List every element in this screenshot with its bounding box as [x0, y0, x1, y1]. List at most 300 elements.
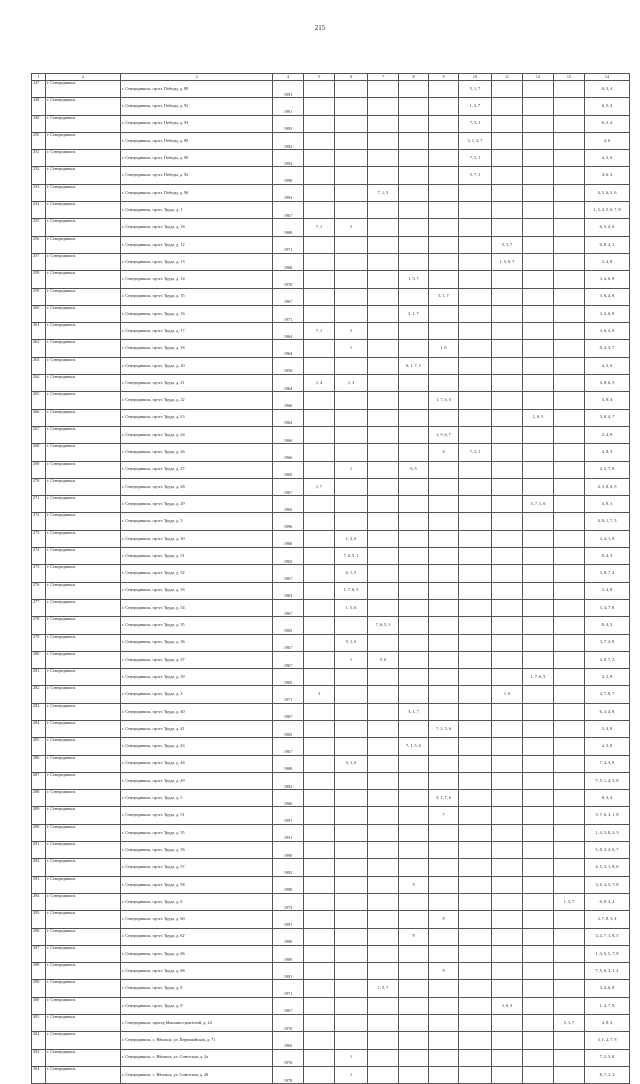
table-cell-col-8 [399, 375, 429, 392]
table-cell-col-2: г. Северодвинск [46, 444, 121, 461]
table-cell-col-14: 4, 8, 3 [585, 444, 630, 461]
table-cell-col-2: г. Северодвинск [46, 357, 121, 374]
table-cell-col-8 [399, 755, 429, 772]
table-cell-col-11 [492, 184, 523, 201]
table-cell-col-1: 269 [32, 461, 46, 478]
table-cell-col-9 [429, 617, 459, 634]
table-cell-col-4: 1990 [273, 842, 304, 859]
table-cell-col-13 [554, 945, 585, 962]
table-cell-col-11 [492, 893, 523, 910]
table-cell-col-2: г. Северодвинск [46, 271, 121, 288]
table-cell-col-7 [368, 772, 399, 789]
table-cell-col-2: г. Северодвинск [46, 409, 121, 426]
table-cell-col-13 [554, 928, 585, 945]
table-cell-col-2: г. Северодвинск [46, 340, 121, 357]
table-cell-col-6 [335, 305, 368, 322]
table-cell-col-7 [368, 496, 399, 513]
column-header-11: 11 [492, 74, 523, 81]
table-cell-col-5 [304, 98, 335, 115]
table-cell-col-12 [523, 513, 554, 530]
table-cell-col-11 [492, 375, 523, 392]
table-cell-col-3: г. Северодвинск, пр-кт. Труда, д. 13 [121, 253, 273, 270]
table-cell-col-11 [492, 928, 523, 945]
table-cell-col-10: 5, 1, 3, 7 [459, 132, 492, 149]
table-cell-col-4: 1967 [273, 478, 304, 495]
table-row [32, 323, 630, 340]
table-cell-col-3: г. Северодвинск, пр-кт. Труда, д. 36 [121, 634, 273, 651]
table-cell-col-12 [523, 997, 554, 1014]
table-cell-col-10 [459, 651, 492, 668]
table-cell-col-7 [368, 202, 399, 219]
table-cell-col-2: г. Северодвинск [46, 236, 121, 253]
table-row [32, 565, 630, 582]
table-cell-col-8 [399, 893, 429, 910]
table-cell-col-12 [523, 81, 554, 98]
table-cell-col-4: 1968 [273, 755, 304, 772]
table-cell-col-4: 1967 [273, 202, 304, 219]
table-cell-col-10 [459, 184, 492, 201]
table-cell-col-1: 297 [32, 945, 46, 962]
table-cell-col-6 [335, 945, 368, 962]
table-cell-col-14: 6, 5, 4, 6 [585, 219, 630, 236]
table-cell-col-9 [429, 1049, 459, 1066]
table-cell-col-11 [492, 582, 523, 599]
table-cell-col-5 [304, 945, 335, 962]
table-cell-col-10: 7, 5, 1 [459, 115, 492, 132]
table-cell-col-14: 4, 3, 6 [585, 150, 630, 167]
table-cell-col-6: 6, 1, 5 [335, 565, 368, 582]
table-cell-col-9: 1, 5, 6, 7 [429, 426, 459, 443]
table-cell-col-11 [492, 651, 523, 668]
table-cell-col-9 [429, 375, 459, 392]
table-row [32, 444, 630, 461]
table-cell-col-5 [304, 167, 335, 184]
table-cell-col-1: 288 [32, 790, 46, 807]
table-cell-col-5 [304, 81, 335, 98]
table-row [32, 634, 630, 651]
table-cell-col-12 [523, 1049, 554, 1066]
table-cell-col-14: 1, 4, 5, 8, 2, 3 [585, 824, 630, 841]
table-cell-col-3: г. Северодвинск, пр-кт. Труда, д. 14 [121, 271, 273, 288]
table-cell-col-3: г. Северодвинск, пр-кт. Труда, д. 15 [121, 288, 273, 305]
table-cell-col-6: 1, 3 [335, 375, 368, 392]
table-cell-col-13 [554, 444, 585, 461]
table-cell-col-11 [492, 807, 523, 824]
table-cell-col-11: 5, 1, 7 [492, 236, 523, 253]
table-cell-col-3: г. Северодвинск, пр-кт. Труда, д. 18 [121, 219, 273, 236]
table-cell-col-9 [429, 997, 459, 1014]
table-cell-col-8 [399, 824, 429, 841]
table-cell-col-9 [429, 478, 459, 495]
table-cell-col-12 [523, 790, 554, 807]
table-cell-col-9 [429, 565, 459, 582]
table-cell-col-8 [399, 686, 429, 703]
table-cell-col-8 [399, 911, 429, 928]
table-cell-col-9 [429, 842, 459, 859]
table-cell-col-1: 291 [32, 842, 46, 859]
table-cell-col-10 [459, 997, 492, 1014]
table-cell-col-9 [429, 893, 459, 910]
table-row [32, 150, 630, 167]
table-cell-col-10 [459, 478, 492, 495]
table-row [32, 426, 630, 443]
table-row [32, 1049, 630, 1066]
table-cell-col-3: г. Северодвинск, пр-кт. Труда, д. 4 [121, 686, 273, 703]
table-cell-col-7 [368, 530, 399, 547]
table-row [32, 288, 630, 305]
table-cell-col-8 [399, 288, 429, 305]
table-cell-col-2: г. Северодвинск [46, 669, 121, 686]
table-cell-col-11 [492, 1049, 523, 1066]
table-cell-col-8: 6, 5 [399, 461, 429, 478]
table-cell-col-12 [523, 236, 554, 253]
table-cell-col-13 [554, 772, 585, 789]
table-cell-col-2: г. Северодвинск [46, 686, 121, 703]
table-cell-col-6 [335, 81, 368, 98]
table-cell-col-8 [399, 132, 429, 149]
table-cell-col-14: 3, 7, 8, 3, 4 [585, 911, 630, 928]
table-cell-col-6 [335, 876, 368, 893]
table-cell-col-14: 3, 8, 4 [585, 392, 630, 409]
table-cell-col-1: 283 [32, 703, 46, 720]
table-cell-col-11 [492, 738, 523, 755]
table-cell-col-5 [304, 271, 335, 288]
table-cell-col-7 [368, 876, 399, 893]
table-cell-col-9 [429, 772, 459, 789]
table-cell-col-1: 296 [32, 928, 46, 945]
table-row [32, 98, 630, 115]
table-cell-col-7 [368, 755, 399, 772]
table-cell-col-14: 3, 4, 8 [585, 720, 630, 737]
table-cell-col-8: 3, 1, 7 [399, 703, 429, 720]
table-cell-col-3: г. Северодвинск, пр-кт. Победы, д. 92 [121, 98, 273, 115]
table-cell-col-13 [554, 115, 585, 132]
table-cell-col-4: 1991 [273, 963, 304, 980]
table-row [32, 963, 630, 980]
table-cell-col-14: 7, 4, 3, 8 [585, 755, 630, 772]
table-cell-col-9: 1, 6 [429, 340, 459, 357]
table-cell-col-12 [523, 893, 554, 910]
table-cell-col-8 [399, 859, 429, 876]
table-cell-col-4: 1971 [273, 980, 304, 997]
table-cell-col-13 [554, 963, 585, 980]
table-cell-col-14: 8, 4, 3 [585, 617, 630, 634]
table-row [32, 530, 630, 547]
table-cell-col-5 [304, 392, 335, 409]
table-cell-col-10 [459, 928, 492, 945]
table-cell-col-2: г. Северодвинск [46, 1049, 121, 1066]
table-cell-col-4: 1973 [273, 893, 304, 910]
table-cell-col-11 [492, 513, 523, 530]
table-cell-col-5 [304, 548, 335, 565]
table-cell-col-11 [492, 478, 523, 495]
table-cell-col-11 [492, 409, 523, 426]
table-cell-col-12 [523, 253, 554, 270]
table-cell-col-3: г. Северодвинск, пр-кт. Труда, д. 35 [121, 617, 273, 634]
table-cell-col-6 [335, 1032, 368, 1049]
table-cell-col-12 [523, 115, 554, 132]
table-cell-col-10: 7, 5, 1 [459, 150, 492, 167]
table-cell-col-12 [523, 167, 554, 184]
table-cell-col-13 [554, 997, 585, 1014]
table-row [32, 340, 630, 357]
table-cell-col-4: 1998 [273, 167, 304, 184]
table-cell-col-4: 1993 [273, 115, 304, 132]
table-cell-col-13 [554, 634, 585, 651]
table-cell-col-14: 3, 6, 4, 5, 7, 8 [585, 876, 630, 893]
table-cell-col-14: 3, 4, 7, 8 [585, 599, 630, 616]
table-cell-col-10 [459, 807, 492, 824]
table-cell-col-4: 1967 [273, 565, 304, 582]
table-cell-col-9 [429, 202, 459, 219]
table-cell-col-7: 5, 6 [368, 651, 399, 668]
table-cell-col-9 [429, 357, 459, 374]
table-cell-col-7 [368, 859, 399, 876]
table-cell-col-12 [523, 651, 554, 668]
table-cell-col-14: 4, 3, 8, 6, 5 [585, 478, 630, 495]
table-cell-col-13 [554, 253, 585, 270]
table-cell-col-4: 1964 [273, 375, 304, 392]
table-cell-col-10: 7, 3, 1 [459, 444, 492, 461]
table-cell-col-4: 1990 [273, 876, 304, 893]
table-cell-col-12 [523, 1032, 554, 1049]
table-row [32, 669, 630, 686]
table-cell-col-6 [335, 426, 368, 443]
table-cell-col-14: 6, 5, 4 [585, 98, 630, 115]
table-cell-col-2: г. Северодвинск [46, 876, 121, 893]
table-cell-col-4: 1892 [273, 772, 304, 789]
table-cell-col-5 [304, 582, 335, 599]
table-cell-col-4: 1989 [273, 945, 304, 962]
table-cell-col-6: 1, 5, 6 [335, 599, 368, 616]
table-cell-col-10 [459, 426, 492, 443]
table-cell-col-2: г. Северодвинск [46, 565, 121, 582]
table-cell-col-7 [368, 720, 399, 737]
table-cell-col-11 [492, 461, 523, 478]
table-cell-col-3: г. Северодвинск, пр-кт. Труда, д. 23 [121, 409, 273, 426]
table-row [32, 720, 630, 737]
table-cell-col-1: 286 [32, 755, 46, 772]
table-cell-col-13 [554, 426, 585, 443]
table-cell-col-1: 295 [32, 911, 46, 928]
table-cell-col-5 [304, 738, 335, 755]
table-cell-col-10 [459, 565, 492, 582]
table-cell-col-5 [304, 772, 335, 789]
table-cell-col-3: г. Северодвинск, пр-кт. Труда, д. 9 [121, 997, 273, 1014]
table-cell-col-2: г. Северодвинск [46, 945, 121, 962]
table-cell-col-13: 5, 1, 7 [554, 1015, 585, 1032]
table-cell-col-13 [554, 323, 585, 340]
table-cell-col-14: 3, 8, 7, 4 [585, 565, 630, 582]
table-cell-col-10 [459, 253, 492, 270]
table-cell-col-14: 3, 4, 6, 8 [585, 980, 630, 997]
table-cell-col-9: 9 [429, 911, 459, 928]
table-cell-col-10 [459, 945, 492, 962]
table-cell-col-3: г. Северодвинск, пр-кт. Труда, д. 55 [121, 824, 273, 841]
table-cell-col-5 [304, 305, 335, 322]
table-cell-col-4: 1967 [273, 634, 304, 651]
table-cell-col-4: 1994 [273, 184, 304, 201]
table-cell-col-6 [335, 807, 368, 824]
table-cell-col-12 [523, 565, 554, 582]
table-cell-col-5 [304, 150, 335, 167]
table-cell-col-4: 1991 [273, 81, 304, 98]
table-row [32, 115, 630, 132]
table-cell-col-10 [459, 1032, 492, 1049]
table-cell-col-4: 1971 [273, 236, 304, 253]
table-cell-col-3: г. Северодвинск, пр-кт. Труда, д. 51 [121, 807, 273, 824]
table-cell-col-13 [554, 980, 585, 997]
table-row [32, 911, 630, 928]
table-cell-col-9: 1, 7, 6, 5 [429, 392, 459, 409]
table-cell-col-4: 1970 [273, 271, 304, 288]
table-cell-col-11 [492, 945, 523, 962]
table-cell-col-10 [459, 720, 492, 737]
table-cell-col-14: 3, 4, 1, 8 [585, 530, 630, 547]
table-cell-col-8 [399, 980, 429, 997]
table-cell-col-1: 270 [32, 478, 46, 495]
table-cell-col-4: 1965 [273, 720, 304, 737]
table-cell-col-13 [554, 184, 585, 201]
table-cell-col-4: 1971 [273, 305, 304, 322]
table-cell-col-6 [335, 617, 368, 634]
table-cell-col-10 [459, 323, 492, 340]
table-cell-col-11 [492, 115, 523, 132]
table-cell-col-10: 5, 1, 7 [459, 81, 492, 98]
table-cell-col-9 [429, 236, 459, 253]
page-number: 215 [314, 24, 326, 32]
table-cell-col-11 [492, 1032, 523, 1049]
table-cell-col-1: 254 [32, 202, 46, 219]
table-cell-col-4: 1978 [273, 1066, 304, 1083]
table-cell-col-11 [492, 444, 523, 461]
column-header-9: 9 [429, 74, 459, 81]
table-cell-col-6 [335, 513, 368, 530]
table-row [32, 772, 630, 789]
table-cell-col-2: г. Северодвинск [46, 755, 121, 772]
table-cell-col-3: г. Северодвинск, пр-кт. Труда, д. 12 [121, 236, 273, 253]
table-cell-col-11 [492, 911, 523, 928]
table-cell-col-6 [335, 496, 368, 513]
table-cell-col-1: 275 [32, 565, 46, 582]
table-cell-col-5 [304, 669, 335, 686]
table-cell-col-12 [523, 305, 554, 322]
table-row [32, 807, 630, 824]
table-cell-col-8 [399, 496, 429, 513]
table-cell-col-8 [399, 409, 429, 426]
table-cell-col-12: 5, 7, 1, 6 [523, 496, 554, 513]
table-cell-col-4: 1964 [273, 409, 304, 426]
table-cell-col-5 [304, 461, 335, 478]
table-cell-col-5 [304, 807, 335, 824]
table-cell-col-7 [368, 513, 399, 530]
table-cell-col-6 [335, 184, 368, 201]
table-cell-col-14: 4, 8, 6, 5 [585, 375, 630, 392]
table-cell-col-3: г. Северодвинск, пр-кт. Труда, д. 22 [121, 392, 273, 409]
table-cell-col-1: 280 [32, 651, 46, 668]
table-cell-col-12 [523, 150, 554, 167]
table-cell-col-8 [399, 997, 429, 1014]
table-cell-col-11 [492, 634, 523, 651]
table-cell-col-6 [335, 236, 368, 253]
table-cell-col-4: 1964 [273, 340, 304, 357]
table-cell-col-8 [399, 617, 429, 634]
table-cell-col-5 [304, 651, 335, 668]
table-cell-col-12: 1, 7, 6, 5 [523, 669, 554, 686]
table-cell-col-8 [399, 1032, 429, 1049]
table-cell-col-13 [554, 911, 585, 928]
table-cell-col-13 [554, 686, 585, 703]
table-cell-col-6 [335, 478, 368, 495]
table-cell-col-8: 7, 1, 5, 6 [399, 738, 429, 755]
table-cell-col-14: 7, 5, 1, 4, 5, 8 [585, 772, 630, 789]
table-row [32, 132, 630, 149]
table-cell-col-9 [429, 738, 459, 755]
table-cell-col-3: г. Северодвинск, пр-кт. Труда, д. 56 [121, 842, 273, 859]
table-row [32, 461, 630, 478]
table-cell-col-13 [554, 842, 585, 859]
table-cell-col-3: г. Северодвинск, пр-кт. Труда, д. 44 [121, 755, 273, 772]
table-cell-col-7 [368, 928, 399, 945]
table-cell-col-5 [304, 842, 335, 859]
table-cell-col-9 [429, 824, 459, 841]
table-cell-col-11 [492, 980, 523, 997]
table-cell-col-5 [304, 184, 335, 201]
table-cell-col-2: г. Северодвинск [46, 548, 121, 565]
table-cell-col-6: 5 [335, 323, 368, 340]
table-cell-col-7 [368, 253, 399, 270]
table-cell-col-10 [459, 271, 492, 288]
table-cell-col-5 [304, 859, 335, 876]
table-cell-col-11 [492, 271, 523, 288]
table-cell-col-4: 1967 [273, 997, 304, 1014]
table-cell-col-1: 282 [32, 686, 46, 703]
table-cell-col-11: 3, 6, 5 [492, 997, 523, 1014]
table-cell-col-2: г. Северодвинск [46, 478, 121, 495]
table-row [32, 357, 630, 374]
table-cell-col-12 [523, 582, 554, 599]
table-cell-col-11 [492, 703, 523, 720]
table-cell-col-1: 250 [32, 132, 46, 149]
table-cell-col-9 [429, 582, 459, 599]
table-row [32, 582, 630, 599]
table-cell-col-2: г. Северодвинск [46, 375, 121, 392]
table-cell-col-10 [459, 1015, 492, 1032]
table-cell-col-13 [554, 859, 585, 876]
table-cell-col-14: 4, 3, 7, 8 [585, 461, 630, 478]
table-cell-col-7 [368, 842, 399, 859]
table-cell-col-3: г. Северодвинск, пр-кт. Труда, д. 62 [121, 928, 273, 945]
table-cell-col-6: 5, 1, 6 [335, 755, 368, 772]
table-cell-col-13 [554, 1049, 585, 1066]
table-cell-col-4: 1965 [273, 617, 304, 634]
table-cell-col-5 [304, 997, 335, 1014]
table-cell-col-14: 4, 3, 6 [585, 357, 630, 374]
table-cell-col-7 [368, 98, 399, 115]
table-cell-col-9: 7, 1, 5, 6 [429, 720, 459, 737]
table-cell-col-5 [304, 1032, 335, 1049]
table-cell-col-9 [429, 669, 459, 686]
table-cell-col-14: 6, 3, 4, 8 [585, 703, 630, 720]
table-cell-col-14: 3, 4, 8 [585, 582, 630, 599]
table-cell-col-7 [368, 963, 399, 980]
table-cell-col-8 [399, 548, 429, 565]
table-cell-col-5 [304, 720, 335, 737]
table-cell-col-1: 262 [32, 340, 46, 357]
table-cell-col-11 [492, 565, 523, 582]
table-cell-col-5: 3 [304, 686, 335, 703]
table-cell-col-12 [523, 184, 554, 201]
